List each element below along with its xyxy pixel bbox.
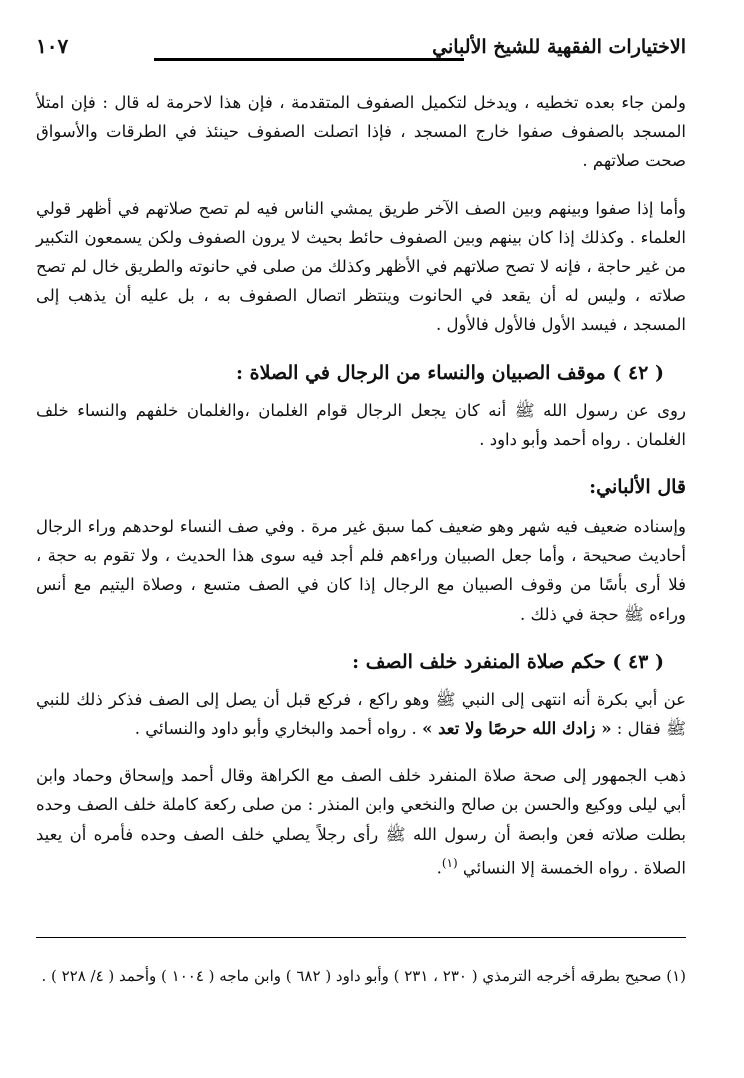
paragraph-5-source: . رواه أحمد والبخاري وأبو داود والنسائي . xyxy=(134,719,417,739)
page-header xyxy=(36,30,686,70)
paragraph-1: ولمن جاء بعده تخطيه ، ويدخل لتكميل الصفوف المتقدمة ، فإن هذا لاحرمة له قال : فإن امتلأ المسجد بالصفوف صفوا خارج المسجد ، فإذا اتصلت الصفوف حينئذ في الطرقات والأسواق صحت صلاتهم . xyxy=(36,93,686,171)
section-heading-43: ( ٤٣ ) حكم صلاة المنفرد خلف الصف : xyxy=(352,650,664,673)
hadith-quote: « زادك الله حرصًا ولا تعد » xyxy=(422,719,612,739)
paragraph-6 xyxy=(36,761,686,882)
paragraph-2: وأما إذا صفوا وبينهم وبين الصف الآخر طريق يمشي الناس فيه لم تصح صلاتهم في أظهر قولي العلماء . وكذلك إذا كان بينهم وبين الصفوف حائط بحيث لا يرون الصفوف ولكن يسمعون التكبير من غير حاجة ، فإنه لا تصح صلاتهم في الأظهر وكذلك من صلى في حانوته والطريق خال لم تصح صلاته ، وليس له أن يقعد في الحانوت وينتظر اتصال الصفوف به ، بل عليه أن يذهب إلى المسجد ، فيسد الأول فالأول فالأول . xyxy=(36,198,686,335)
header-rule xyxy=(154,58,464,61)
footnote: (١) صحيح بطرقه أخرجه الترمذي ( ٢٣٠ ، ٢٣١ ) وأبو داود ( ٦٨٢ ) وابن ماجه ( ١٠٠٤ ) وأحمد ( ٤/ ٢٢٨ ) . xyxy=(41,967,686,985)
page-body xyxy=(36,88,686,901)
paragraph-6-text: ذهب الجمهور إلى صحة صلاة المنفرد خلف الصف مع الكراهة وقال أحمد وإسحاق وحماد وابن أبي ليلى ووكيع والحسن بن صالح والنخعي وابن المنذر : من صلى ركعة كاملة خلف الصف وحده بطلت صلاته فعن وابصة أن رسول الله ﷺ رأى رجلاً يصلي خلف الصف وحده فأمره أن يعيد الصلاة . رواه الخمسة إلا النسائي xyxy=(36,766,686,878)
section-heading-42: ( ٤٢ ) موقف الصبيان والنساء من الرجال في الصلاة : xyxy=(236,361,664,384)
paragraph-6-end: . xyxy=(436,858,442,878)
paragraph-5-intro: عن أبي بكرة أنه انتهى إلى النبي ﷺ وهو راكع ، فركع قبل أن يصل إلى الصف فذكر ذلك للنبي ﷺ فقال : xyxy=(36,689,686,739)
footnote-reference[interactable]: (١) xyxy=(441,855,458,870)
paragraph-3: روى عن رسول الله ﷺ أنه كان يجعل الرجال قوام الغلمان ،والغلمان خلفهم والنساء خلف الغلمان . رواه أحمد وأبو داود . xyxy=(36,400,686,449)
paragraph-5 xyxy=(36,685,686,743)
page-number: ١٠٧ xyxy=(36,34,69,58)
paragraph-4: وإسناده ضعيف فيه شهر وهو ضعيف كما سبق غير مرة . وفي صف النساء لوحدهم وراء الرجال أحاديث صحيحة ، وأما جعل الصبيان وراءهم فلم أجد فيه سوى هذا الحديث ، ولا تقوم به حجة ، فلا أرى بأسًا من وقوف الصبيان مع الرجال إذا كان في الصف متسع ، وصلاة اليتيم مع أنس وراءه ﷺ حجة في ذلك . xyxy=(36,517,686,624)
albani-label: قال الألباني: xyxy=(589,476,686,499)
footnote-divider xyxy=(36,937,686,938)
book-title: الاختيارات الفقهية للشيخ الألباني xyxy=(432,36,686,58)
